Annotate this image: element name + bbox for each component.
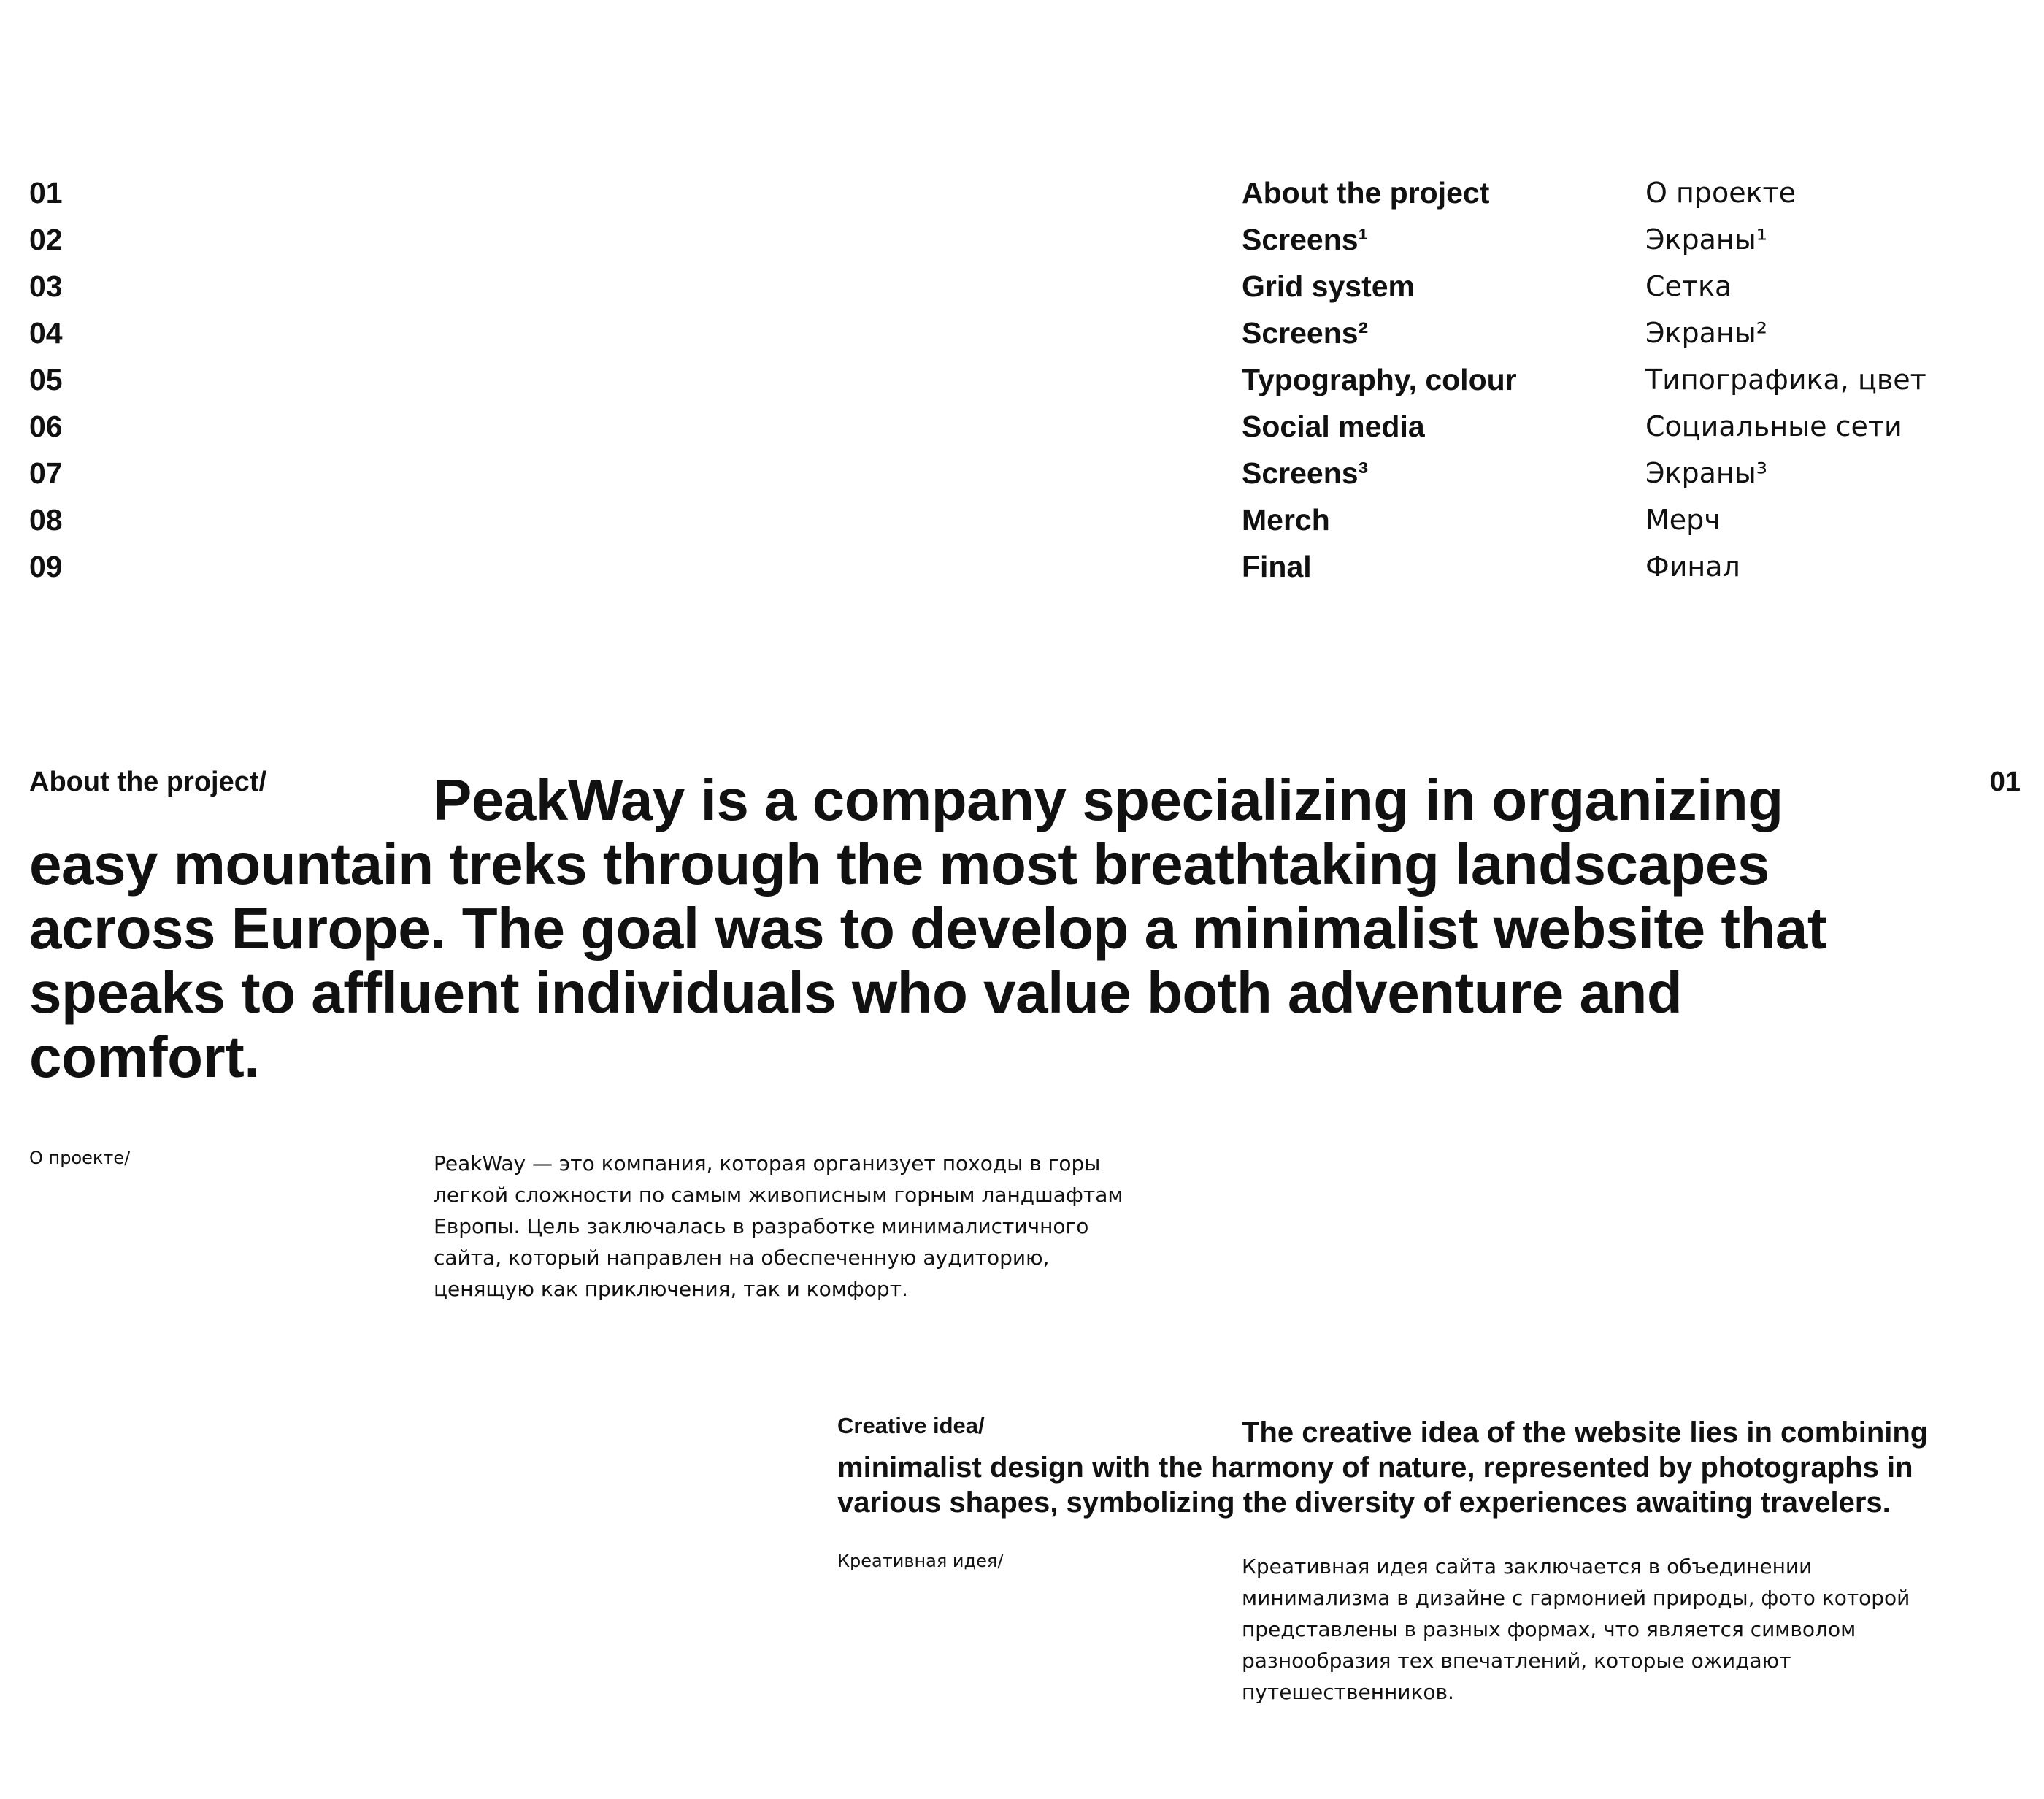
creative-idea-headline: The creative idea of the website lies in combining minimalist design with the harmony of nature, represented by photographs in various shapes, symbolizing the diversity of experiences awaiting travelers. — [837, 1416, 1929, 1519]
toc-number: 04 — [29, 316, 63, 350]
toc-item-about-ru[interactable]: О проекте — [1645, 177, 1797, 209]
about-section-label-ru: О проекте/ — [29, 1148, 131, 1168]
toc-item-about[interactable]: About the project — [1242, 176, 1490, 210]
toc-number: 09 — [29, 550, 63, 583]
toc-number: 01 — [29, 176, 63, 210]
toc-item-screens-3[interactable]: Screens³ — [1242, 456, 1369, 490]
toc-number: 05 — [29, 363, 63, 396]
toc-item-screens-2-ru[interactable]: Экраны² — [1645, 317, 1767, 349]
toc-item-merch[interactable]: Merch — [1242, 503, 1330, 537]
creative-idea-label: Creative idea/ — [837, 1413, 985, 1438]
toc-item-social-media-ru[interactable]: Социальные сети — [1645, 410, 1902, 442]
toc-item-final[interactable]: Final — [1242, 550, 1312, 583]
toc-numbers — [29, 169, 63, 590]
toc-number: 07 — [29, 456, 63, 490]
toc-item-merch-ru[interactable]: Мерч — [1645, 504, 1721, 536]
about-description-ru: PeakWay — это компания, которая организует походы в горы легкой сложности по самым живописным горным ландшафтам Европы. Цель заключалась в разработке минималистичного сайта, который направлен на обеспеченную аудиторию, ценящую как приключения, так и комфорт. — [434, 1151, 1123, 1301]
toc-titles-en — [1242, 169, 1517, 590]
toc-number: 02 — [29, 223, 63, 256]
toc-number: 03 — [29, 269, 63, 303]
toc-item-final-ru[interactable]: Финал — [1645, 551, 1740, 583]
toc-item-social-media[interactable]: Social media — [1242, 410, 1425, 443]
toc-item-typography-ru[interactable]: Типографика, цвет — [1645, 364, 1926, 396]
creative-idea-description-ru: Креативная идея сайта заключается в объединении минимализма в дизайне с гармонией природы, фото которой представлены в разных формах, что является символом разнообразия тех впечатлений, которые ожидают путешественников. — [1242, 1554, 1910, 1704]
about-section-label: About the project/ — [29, 767, 267, 797]
toc-item-screens-3-ru[interactable]: Экраны³ — [1645, 457, 1767, 489]
section-number: 01 — [1989, 767, 2021, 797]
about-headline: PeakWay is a company specializing in organizing easy mountain treks through the most breathtaking landscapes across Europe. The goal was to develop a minimalist website that speaks to affluent individuals who value both adventure and comfort. — [29, 767, 1826, 1089]
creative-idea-label-ru: Креативная идея/ — [837, 1551, 1004, 1571]
toc-titles-ru — [1645, 169, 1926, 590]
toc-item-grid-system-ru[interactable]: Сетка — [1645, 270, 1732, 302]
toc-number: 06 — [29, 410, 63, 443]
toc-item-screens-2[interactable]: Screens² — [1242, 316, 1369, 350]
toc-item-screens-1[interactable]: Screens¹ — [1242, 223, 1369, 256]
toc-item-grid-system[interactable]: Grid system — [1242, 269, 1415, 303]
toc-number: 08 — [29, 503, 63, 537]
toc-item-typography[interactable]: Typography, colour — [1242, 363, 1517, 396]
toc-item-screens-1-ru[interactable]: Экраны¹ — [1645, 223, 1767, 256]
